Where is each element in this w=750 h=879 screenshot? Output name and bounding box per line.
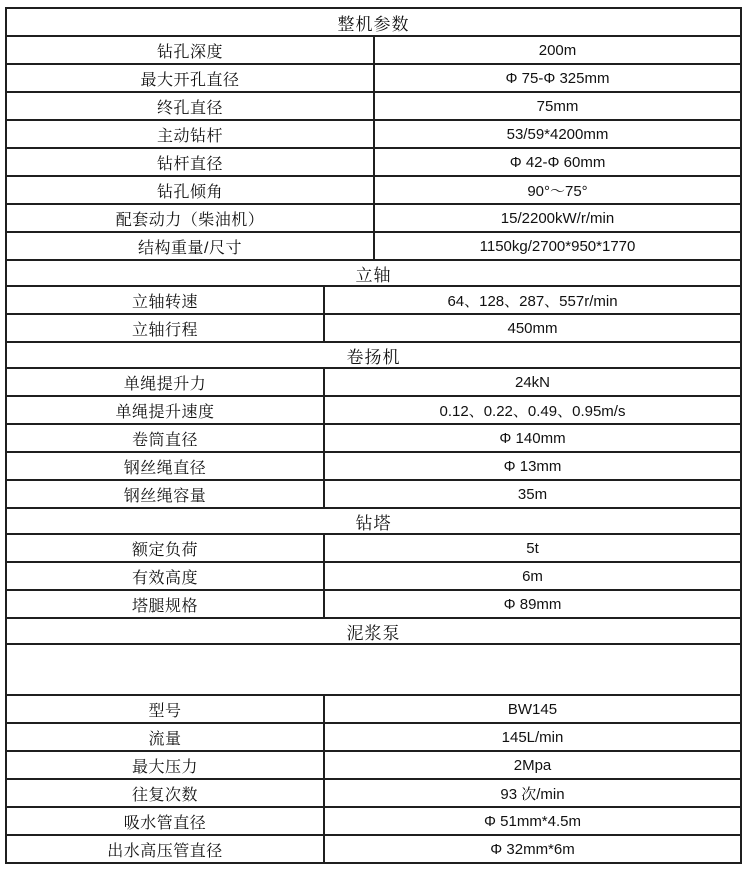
table-row (7, 423, 740, 451)
param-value: 35m (517, 485, 548, 503)
param-label: 立轴转速 (7, 287, 325, 313)
param-value: Φ 140mm (499, 429, 566, 447)
param-value: 450mm (507, 319, 558, 337)
param-label: 最大开孔直径 (7, 65, 375, 91)
table-row (7, 561, 740, 589)
param-label: 出水高压管直径 (7, 836, 325, 862)
spec-table (5, 7, 742, 864)
param-label: 配套动力（柴油机） (7, 205, 375, 231)
table-row (7, 203, 740, 231)
param-value: 0.12、0.22、0.49、0.95m/s (439, 402, 626, 420)
table-row (7, 175, 740, 203)
param-value: 90°～75° (527, 182, 588, 200)
table-row (7, 63, 740, 91)
param-label: 钻孔深度 (7, 37, 375, 63)
table-row (7, 479, 740, 507)
param-value: 24kN (514, 373, 551, 391)
param-value: 75mm (536, 97, 579, 115)
table-row (7, 750, 740, 778)
table-row (7, 722, 740, 750)
param-label: 单绳提升速度 (7, 397, 325, 423)
section-header-text: 整机参数 (337, 14, 410, 34)
param-label: 往复次数 (7, 780, 325, 806)
table-row (7, 147, 740, 175)
param-value: 6m (522, 567, 543, 585)
param-value: 5t (526, 539, 539, 557)
section-header-text: 卷扬机 (346, 347, 401, 367)
param-label: 钻孔倾角 (7, 177, 375, 203)
table-row (7, 35, 740, 63)
table-row (7, 451, 740, 479)
section-header-spindle (7, 259, 740, 285)
param-label: 结构重量/尺寸 (7, 233, 375, 259)
param-value: Φ 51mm*4.5m (484, 812, 581, 830)
table-row (7, 834, 740, 862)
param-label: 钢丝绳容量 (7, 481, 325, 507)
param-value: Φ 32mm*6m (490, 840, 575, 858)
section-header-text: 钻塔 (355, 513, 392, 533)
table-row (7, 778, 740, 806)
param-label: 立轴行程 (7, 315, 325, 341)
param-label: 塔腿规格 (7, 591, 325, 617)
table-row (7, 806, 740, 834)
section-header-mud-pump (7, 617, 740, 643)
param-value: 93 次/min (500, 785, 565, 803)
param-value: Φ 75-Φ 325mm (505, 69, 610, 87)
param-label: 钻杆直径 (7, 149, 375, 175)
table-row (7, 285, 740, 313)
param-value: 64、128、287、557r/min (447, 292, 618, 310)
param-value: 145L/min (501, 728, 564, 746)
param-label: 最大压力 (7, 752, 325, 778)
param-label: 额定负荷 (7, 535, 325, 561)
param-label: 流量 (7, 724, 325, 750)
param-value: Φ 42-Φ 60mm (509, 153, 606, 171)
param-value: BW145 (507, 700, 558, 718)
param-value: Φ 89mm (503, 595, 562, 613)
table-row (7, 119, 740, 147)
table-row (7, 231, 740, 259)
param-value: 53/59*4200mm (506, 125, 609, 143)
table-row (7, 367, 740, 395)
param-value: 2Mpa (513, 756, 552, 774)
param-label: 卷筒直径 (7, 425, 325, 451)
empty-row (7, 643, 740, 694)
section-header-winch (7, 341, 740, 367)
param-label: 单绳提升力 (7, 369, 325, 395)
param-value: Φ 13mm (503, 457, 562, 475)
param-label: 型号 (7, 696, 325, 722)
section-header-text: 立轴 (355, 265, 392, 285)
table-title (7, 9, 740, 35)
param-label: 有效高度 (7, 563, 325, 589)
section-header-drill-tower (7, 507, 740, 533)
param-label: 吸水管直径 (7, 808, 325, 834)
param-value: 1150kg/2700*950*1770 (479, 237, 636, 255)
param-label: 终孔直径 (7, 93, 375, 119)
table-row (7, 533, 740, 561)
table-row (7, 395, 740, 423)
table-row (7, 589, 740, 617)
param-value: 200m (538, 41, 577, 59)
param-label: 钢丝绳直径 (7, 453, 325, 479)
table-row (7, 694, 740, 722)
table-row (7, 313, 740, 341)
param-value: 15/2200kW/r/min (500, 209, 615, 227)
param-label: 主动钻杆 (7, 121, 375, 147)
table-row (7, 91, 740, 119)
section-header-text: 泥浆泵 (346, 623, 401, 643)
